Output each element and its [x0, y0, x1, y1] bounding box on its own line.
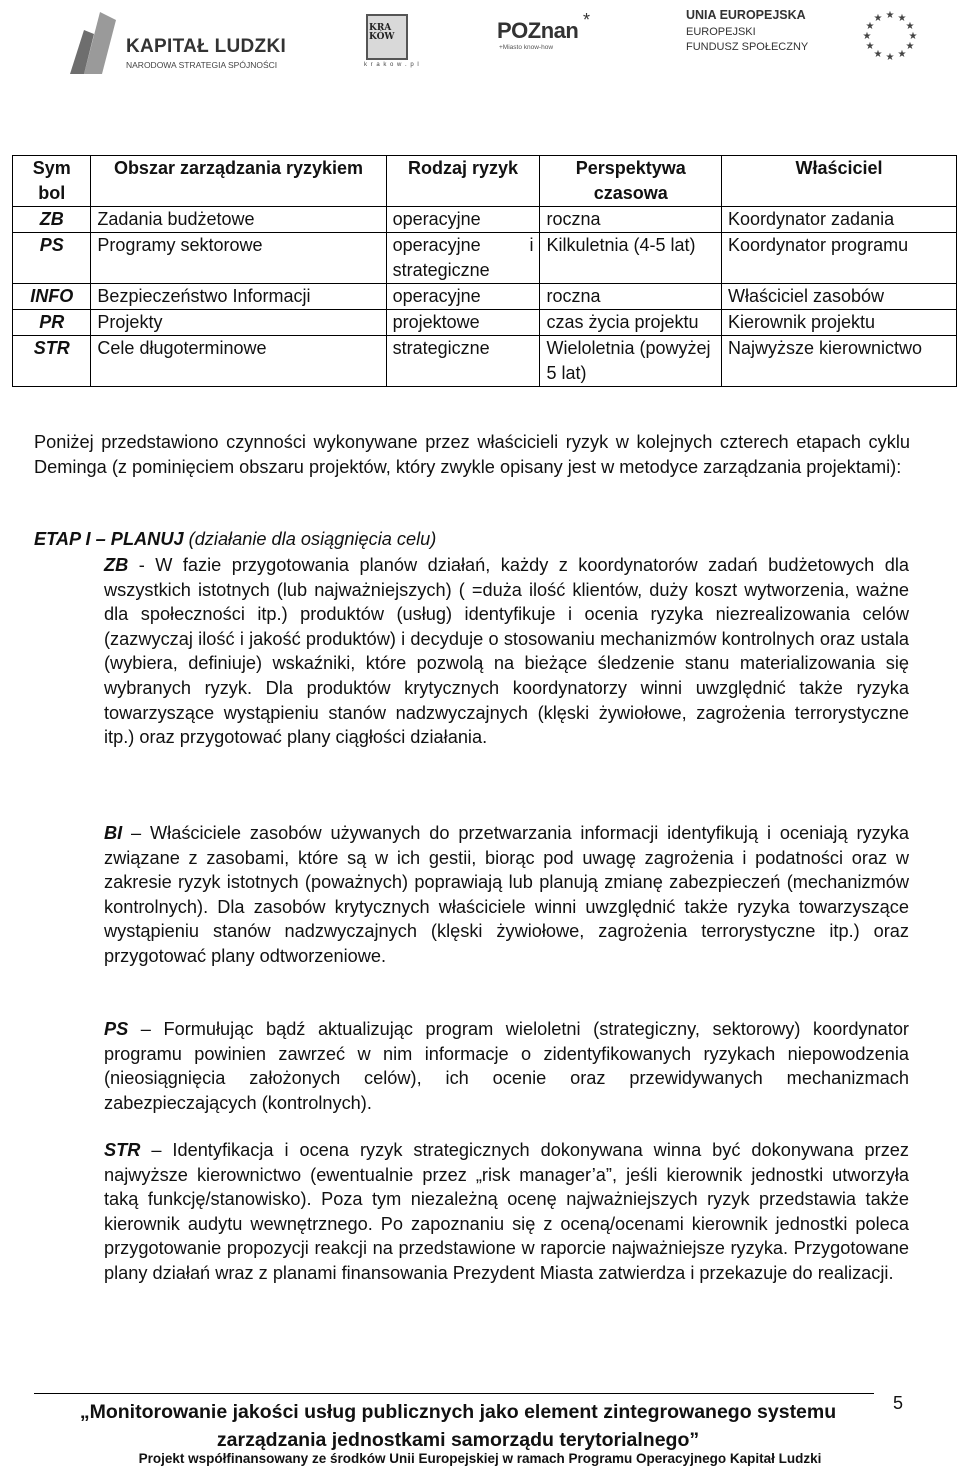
cell-area: Cele długoterminowe — [91, 336, 386, 387]
header-owner: Właściciel — [721, 156, 956, 207]
krakow-logo-text — [369, 24, 395, 42]
eu-logo-line1: UNIA EUROPEJSKA — [686, 8, 806, 22]
cell-time: Kilkuletnia (4-5 lat) — [540, 233, 722, 284]
header-sym: Sym bol — [13, 156, 91, 207]
paragraph-str-text: – Identyfikacja i ocena ryzyk strategicznych dokonywana winna być dokonywana przez najwyższe kierownictwo (ewentualnie przez „risk manager’a”, jeśli kierownik jednostki utworzyła taką funkcję/stanowisko). Poza tym niezależną ocenę najważniejszych ryzyk przedstawia także kierownik audytu wewnętrznego. Po zapoznaniu się z oceną/ocenami kierownik jednostki poleca przygotowanie propozycji reakcji na przedstawione w raporcie najważniejsze ryzyka. Przygotowane plany działań wraz z planami finansowania Prezydent Miasta zatwierdza i przekazuje do realizacji. — [104, 1140, 909, 1283]
table-row — [13, 207, 957, 233]
cell-owner: Właściciel zasobów — [721, 284, 956, 310]
cell-owner: Koordynator zadania — [721, 207, 956, 233]
paragraph-ps — [104, 1017, 909, 1115]
poznan-logo-subtitle: +Miasto know-how — [499, 44, 554, 51]
poznan-logo-icon: POZnan — [497, 18, 579, 43]
kapital-ludzki-logo-icon — [70, 12, 116, 74]
paragraph-zb-text: - W fazie przygotowania planów działań, każdy z koordynatorów zadań budżetowych dla wszystkich istotnych (lub najważniejszych) ( =duża ilość klientów, duży koszt wytworzenia, ważne dla społeczności itp.) produktów (usług) identyfikuje i ocenia ryzyka niezrealizowania celów (zazwyczaj ilość i jakość produktów) i decyduje o stosowaniu mechanizmów kontrolnych oraz ustala (wybiera, definiuje) wskaźniki, które pozwolą na bieżące śledzenie stanu materializowania się wybranych ryzyk. Dla produktów krytycznych koordynatorzy winni uwzględnić także ryzyka towarzyszące wystąpieniu stanów nadzwyczajnych (klęski żywiołowe, zagrożenia terrorystyczne itp.) oraz przygotować plany ciągłości działania. — [104, 555, 909, 748]
eu-flag-icon — [842, 8, 938, 64]
poznan-logo — [497, 10, 617, 64]
paragraph-bi — [104, 821, 909, 969]
svg-text:★: ★ — [885, 10, 895, 21]
cell-owner: Koordynator programu — [721, 233, 956, 284]
cell-owner: Najwyższe kierownictwo — [721, 336, 956, 387]
cell-sym: INFO — [13, 284, 91, 310]
table-row — [13, 284, 957, 310]
svg-text:★: ★ — [905, 21, 915, 32]
svg-text:★: ★ — [885, 52, 895, 63]
cell-time: Wieloletnia (powyżej 5 lat) — [540, 336, 722, 387]
footer-cofinance-note: Projekt współfinansowany ze środków Unii Europejskiej w ramach Programu Operacyjnego Kapitał Ludzki — [138, 1451, 822, 1466]
header-type: Rodzaj ryzyk — [386, 156, 540, 207]
svg-text:★: ★ — [908, 31, 918, 42]
krakow-logo-line2: KÓW — [369, 32, 395, 42]
paragraph-ps-text: – Formułując bądź aktualizując program wieloletni (strategiczny, sektorowy) koordynator programu powinien zawrzeć w nim informacje o zidentyfikowanych ryzykach niepowodzenia (nieosiągnięcia założonych celów), ich ocenie oraz przewidywanych mechanizmach zabezpieczających (kontrolnych). — [104, 1019, 909, 1113]
paragraph-bi-text: – Właściciele zasobów używanych do przetwarzania informacji identyfikują i oceniają ryzyka związane z zasobami, które są w ich gestii, biorąc pod uwagę zagrożenia i podatności oraz w zakresie ryzyk istotnych (poważnych) poprawiają lub planują zmianę zabezpieczeń (mechanizmów kontrolnych). Dla zasobów krytycznych właściciele winni uwzględnić także ryzyka towarzyszące wystąpieniu stanów nadzwyczajnych (klęski żywiołowe, zagrożenia terrorystyczne itp.) oraz przygotować plany odtworzeniowe. — [104, 823, 909, 966]
cell-area: Bezpieczeństwo Informacji — [91, 284, 386, 310]
cell-sym: STR — [13, 336, 91, 387]
svg-text:★: ★ — [865, 21, 875, 32]
cell-type: strategiczne — [386, 336, 540, 387]
svg-text:★: ★ — [873, 13, 883, 24]
svg-text:★: ★ — [873, 49, 883, 60]
cell-type: projektowe — [386, 310, 540, 336]
eu-logo — [686, 8, 946, 70]
svg-text:★: ★ — [897, 49, 907, 60]
krakow-logo-line1: KRA — [369, 23, 392, 33]
risk-areas-table — [12, 155, 957, 387]
table-row — [13, 233, 957, 284]
cell-type: operacyjne — [386, 207, 540, 233]
cell-time: czas życia projektu — [540, 310, 722, 336]
table-row — [13, 310, 957, 336]
kapital-ludzki-logo — [70, 12, 300, 74]
eu-logo-line2: EUROPEJSKI — [686, 26, 756, 38]
svg-text:★: ★ — [862, 31, 872, 42]
krakow-logo — [362, 10, 420, 70]
paragraph-str-lead: STR — [104, 1140, 141, 1160]
page-number: 5 — [893, 1393, 904, 1413]
footer-divider — [34, 1393, 874, 1394]
cell-type: operacyjne — [386, 284, 540, 310]
kapital-ludzki-subtitle: NARODOWA STRATEGIA SPÓJNOŚCI — [126, 60, 278, 70]
cell-area: Programy sektorowe — [91, 233, 386, 284]
table-row — [13, 336, 957, 387]
cell-type: operacyjne i strategiczne — [386, 233, 540, 284]
paragraph-bi-lead: BI — [104, 823, 123, 843]
header-time: Perspektywa czasowa — [540, 156, 722, 207]
stage-subtitle: (działanie dla osiągnięcia celu) — [188, 529, 437, 549]
intro-paragraph: Poniżej przedstawiono czynności wykonywane przez właścicieli ryzyk w kolejnych czterech etapach cyklu Deminga (z pominięciem obszaru projektów, który zwykle opisany jest w metodyce zarządzania projektami): — [34, 432, 910, 477]
svg-text:★: ★ — [865, 41, 875, 52]
cell-area: Zadania budżetowe — [91, 207, 386, 233]
cell-sym: ZB — [13, 207, 91, 233]
stage-heading — [34, 527, 910, 552]
footer-project-title: „Monitorowanie jakości usług publicznych jako element zintegrowanego systemu zarządzania jednostkami samorządu terytorialnego” — [79, 1401, 837, 1451]
cell-owner: Kierownik projektu — [721, 310, 956, 336]
eu-logo-line3: FUNDUSZ SPOŁECZNY — [686, 41, 809, 53]
krakow-logo-url: k r a k o w . p l — [364, 62, 420, 68]
table-header-row — [13, 156, 957, 207]
kapital-ludzki-title: KAPITAŁ LUDZKI — [126, 36, 287, 57]
paragraph-zb-lead: ZB — [104, 555, 129, 575]
cell-time: roczna — [540, 207, 722, 233]
cell-time: roczna — [540, 284, 722, 310]
paragraph-str — [104, 1138, 909, 1286]
paragraph-zb — [104, 553, 909, 750]
stage-label: ETAP I – PLANUJ — [34, 529, 184, 549]
cell-sym: PS — [13, 233, 91, 284]
logo-header — [0, 0, 960, 90]
cell-sym: PR — [13, 310, 91, 336]
svg-text:★: ★ — [897, 13, 907, 24]
cell-area: Projekty — [91, 310, 386, 336]
header-area: Obszar zarządzania ryzykiem — [91, 156, 386, 207]
paragraph-ps-lead: PS — [104, 1019, 129, 1039]
svg-text:★: ★ — [905, 41, 915, 52]
poznan-star-icon: * — [583, 10, 591, 30]
